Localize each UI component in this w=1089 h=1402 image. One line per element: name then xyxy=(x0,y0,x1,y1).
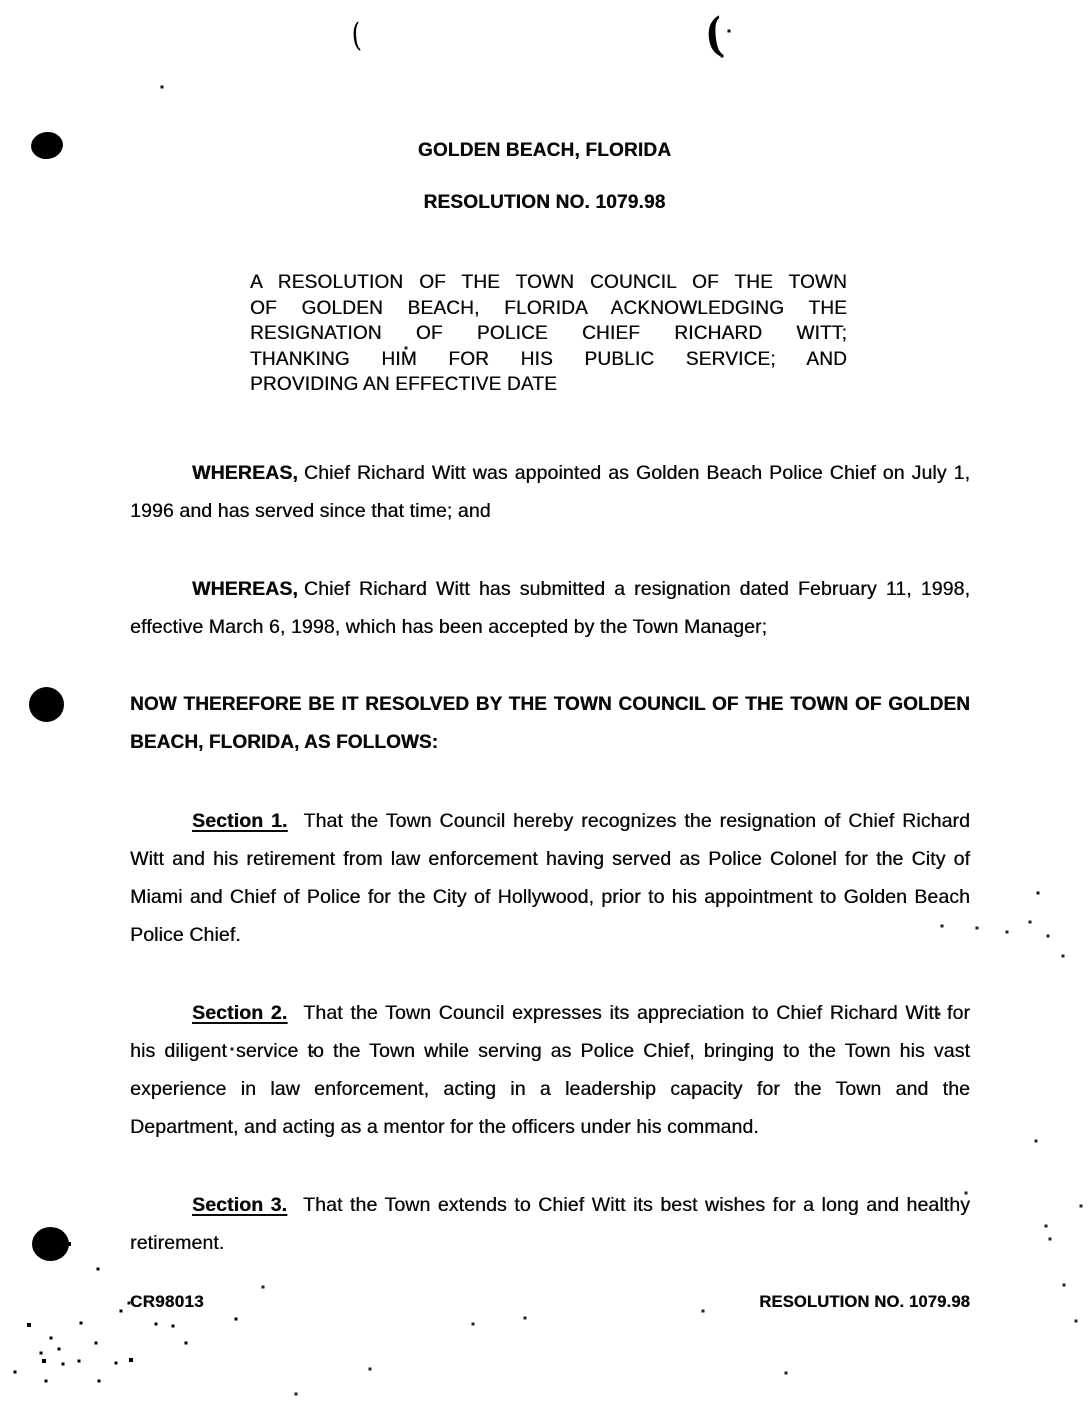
scan-noise-speckles xyxy=(0,0,2,2)
resolution-number-heading: RESOLUTION NO. 1079.98 xyxy=(423,192,666,213)
whereas-lead: WHEREAS, xyxy=(192,461,298,484)
whereas-text: Chief Richard Witt has submitted a resignation dated February 11, 1998, effective March 6, 1998, which has been accepted by the Town Manager; xyxy=(130,577,970,638)
title-line: RESIGNATION OF POLICE CHIEF RICHARD WITT; xyxy=(250,323,847,344)
section-label: Section 1. xyxy=(192,809,288,832)
whereas-clause-1 xyxy=(130,454,970,530)
pen-mark-paren-right: ( xyxy=(702,7,726,63)
section-label: Section 2. xyxy=(192,1001,288,1024)
hole-punch-mark xyxy=(32,1227,69,1261)
town-name-heading: GOLDEN BEACH, FLORIDA xyxy=(417,140,672,161)
document-footer xyxy=(130,1292,970,1312)
title-line: THANKING HIM FOR HIS PUBLIC SERVICE; AND xyxy=(250,348,847,370)
section-label: Section 3. xyxy=(192,1193,288,1216)
document-body xyxy=(130,454,970,1262)
section-text: That the Town Council expresses its appreciation to Chief Richard Witt for his diligent service to the Town while serving as Police Chief, bringing to the Town his vast experience in law enforcement, acting in a leadership capacity for the Town and the Department, and acting as a mentor for the officers under his command. xyxy=(130,1001,970,1138)
section-text: That the Town extends to Chief Witt its best wishes for a long and healthy retirement. xyxy=(130,1193,970,1254)
title-line: A RESOLUTION OF THE TOWN COUNCIL OF THE TOWN xyxy=(250,272,847,293)
pen-mark-paren-left: ( xyxy=(350,15,362,55)
title-line: PROVIDING AN EFFECTIVE DATE xyxy=(250,374,557,395)
section-3 xyxy=(130,1186,970,1262)
whereas-text: Chief Richard Witt was appointed as Golden Beach Police Chief on July 1, 1996 and has served since that time; and xyxy=(130,461,970,522)
footer-doc-code: CR98013 xyxy=(130,1291,204,1311)
resolved-clause: NOW THEREFORE BE IT RESOLVED BY THE TOWN COUNCIL OF THE TOWN OF GOLDEN BEACH, FLORIDA, AS FOLLOWS: xyxy=(130,693,970,753)
section-text: That the Town Council hereby recognizes the resignation of Chief Richard Witt and his retirement from law enforcement having served as Police Colonel for the City of Miami and Chief of Police for the City of Hollywood, prior to his appointment to Golden Beach Police Chief. xyxy=(130,809,970,946)
whereas-lead: WHEREAS, xyxy=(192,577,298,600)
section-2 xyxy=(130,994,970,1146)
document-header xyxy=(0,0,1089,214)
footer-resolution-number: RESOLUTION NO. 1079.98 xyxy=(759,1292,970,1311)
title-line: OF GOLDEN BEACH, FLORIDA ACKNOWLEDGING THE xyxy=(250,297,847,319)
hole-punch-mark xyxy=(29,687,64,722)
resolution-title-block xyxy=(250,270,847,398)
whereas-clause-2 xyxy=(130,570,970,646)
section-1 xyxy=(130,802,970,954)
